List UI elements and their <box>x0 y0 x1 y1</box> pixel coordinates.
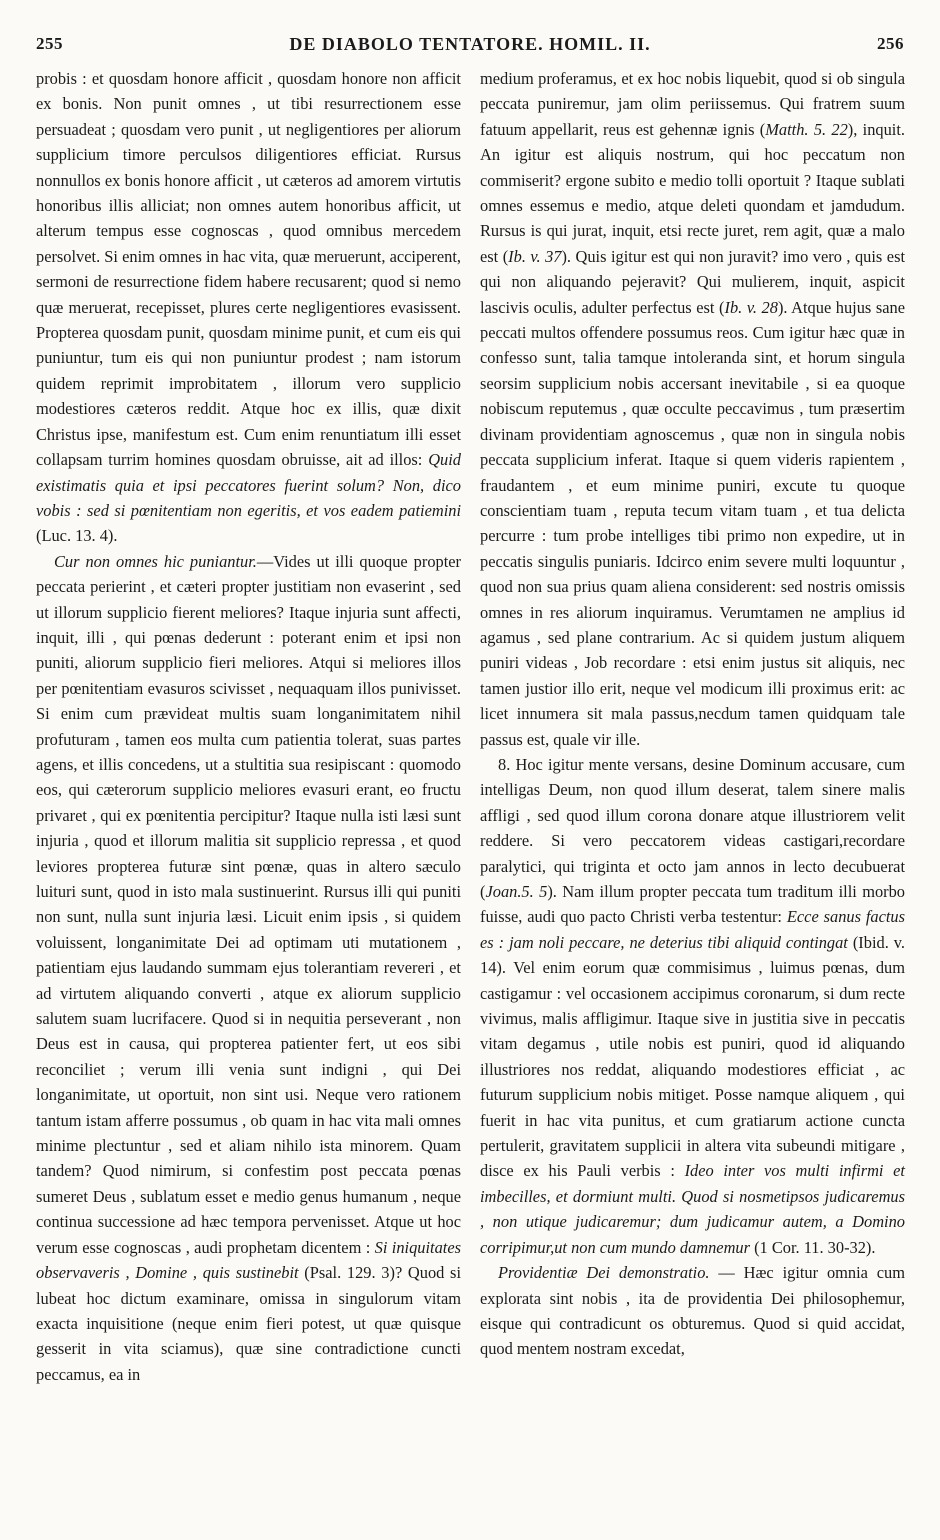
paragraph-text: ? Quod si lubeat hoc dictum examinare, omissa in singulorum vitam exacta inquisitione (neque enim fieri potest, ut quæ quisque gesserit in vita sciamus), quæ sine contradictione cuncti peccamus, ea in <box>36 1263 461 1384</box>
left-column <box>36 66 461 1387</box>
paragraph <box>480 752 905 1260</box>
paragraph <box>36 549 461 1387</box>
section-heading: Providentiæ Dei demonstratio. <box>498 1263 710 1283</box>
paragraph <box>480 66 905 752</box>
running-header <box>36 30 904 58</box>
page-number-right: 256 <box>877 34 904 53</box>
paragraph-text: medium proferamus, et ex hoc nobis liquebit, quod si ob singula peccata puniremur, jam olim periissemus. Qui fratrem suum fatuum appellarit, reus est gehennæ ignis ( <box>480 69 905 139</box>
scripture-reference: Matth. 5. 22 <box>765 119 848 139</box>
paragraph <box>36 66 461 549</box>
scripture-quote: Quid existimatis quia et ipsi peccatores fuerint solum? Non, dico vobis : sed si pœnitentiam non egeritis, et vos eadem patiemini <box>36 450 461 520</box>
scripture-reference: (Ibid. v. 14) <box>480 932 906 978</box>
section-heading: Cur non omnes hic puniantur. <box>54 551 257 571</box>
paragraph-text: 8. Hoc igitur mente versans, desine Dominum accusare, cum intelligas Deum, non quod illum deserat, talem sinere malis affligi , sed quod illum corona donare atque illustriorem velit reddere. Si vero peccatorem videas castigari,recordare paralytici, qui triginta et octo jam annos in lecto decubuerat ( <box>480 754 905 901</box>
scripture-quote: Si iniquitates observaveris , Domine , quis sustinebit <box>36 1237 461 1283</box>
paragraph-text: ). Nam illum propter peccata tum traditum illi morbo fuisse, audi quo pacto Christi verba testentur: <box>480 882 905 927</box>
paragraph-text: ), inquit. An igitur est aliquis nostrum, qui hoc peccatum non commiserit? ergone subito e medio tolli oportuit ? Itaque sublati omnes essemus e medio, atque deleti quondam et jamdudum. Rursus is qui jurat, inquit, etsi recte juret, rem agit, quæ a malo est ( <box>480 119 905 266</box>
paragraph-text: ). Atque hujus sane peccati multos offendere possumus reos. Cum igitur hæc quæ in confesso sunt, talia tamque intoleranda sint, et horum singula seorsim supplicium nobis accersant inevitabile , si ea quoque nobiscum reputemus , quæ occulte peccavimus , tum præsertim divinam providentiam agnoscemus , quæ non in singula nobis peccata supplicium inferat. Itaque si quem videris rapientem , fraudantem , et eum minime puniri, excute tu quoque conscientiam tuam , reputa tecum vitam tuam , et tua delicta percurre : tum probe intelliges tibi primo non expedire, ut in peccatis singulis puniaris. Idcirco enim severe multi loquuntur , quod non sua prius quam aliena considerent: sed nostris omissis omnes in res aliorum inquiramus. Verumtamen ne amplius id agamus , sed plane contrarium. Ac si quidem justum aliquem puniri videas , Job recordare : etsi enim justus sit aliquis, nec tamen justior illo erit, neque vel modicum illi proximus erit: ac licet innumera sit mala passus,necdum tamen quidquam tale passus est, quale vir ille. <box>480 297 905 749</box>
paragraph-text: ). Quis igitur est qui non juravit? imo vero , quis est qui non aliquando pejeravit? Qui mulierem, inquit, aspicit lascivis oculis, adulter perfectus est ( <box>480 246 906 317</box>
paragraph <box>480 1260 905 1362</box>
scripture-reference: Ib. v. 28 <box>724 297 778 317</box>
page-number-left: 255 <box>36 34 63 53</box>
paragraph-text: . Vel enim eorum quæ commisimus , luimus pœnas, dum castigamur : vel occasionem accipimus coronarum, si dum recte vivimus, malis affligimur. Itaque sive in justitia sive in peccatis vitam degamus , utile nobis est puniri, quod id aliquando illustriores nos reddat, aliquando modestiores efficiat , ac futurum supplicium nobis mitiget. Posse namque aliquem , qui fuerit in hac vita punitus, et cum gratiarum actione cuncta pertulerit, gravitatem supplicii in altera vita subeundi mitigare , disce ex his Pauli verbis : <box>480 958 905 1181</box>
scripture-quote: Ecce sanus factus es : jam noli peccare, ne deterius tibi aliquid contingat <box>480 907 906 952</box>
right-column <box>480 66 905 1362</box>
paragraph-text: —Vides ut illi quoque propter peccata perierint , et cæteri propter justitiam non evaserint , sed ut illorum supplicio fierent meliores? Itaque injuria sunt affecti, inquit, illi , qui pœnas dederunt : poterant enim et ipsi non puniti, aliorum supplicio fieri meliores. Atqui si meliores illos per pœnitentiam evasuros scivisset , nequaquam illos punivisset. Si enim cum prævideat multis suam longanimitatem nihil profuturam , tamen eos multa cum patientia tolerat, suas partes agens, et illis concedens, ut a stultitia sua resipiscant : quomodo eos, qui cæterorum supplicio meliores evasuri erant, eo fructu privaret , qui ex pœnitentia percipitur? Itaque nulla isti læsi sunt injuria , quod et illorum malitia sit supplicio repressa , et quod leviores propterea futuræ sint pœnæ, quas in altero sæculo luituri sunt, quod in isto mala sustinuerint. Rursus illi qui puniti non sunt, nulla sunt injuria læsi. Licuit enim ipsis , si quidem voluissent, longanimitate Dei ad optimam uti mutationem , patientiam ejus laudando summam ejus tolerantiam revereri , et ad virtutem aliquando converti , atque ex aliorum supplicio salutem suam lucrifacere. Quod si in nequitia perseverant , non Deus est in causa, qui propterea patienter fert, ut eos sibi reconciliet ; verum illi venia sunt indigni , qui Dei longanimitate, ut oportuit, non sint usi. Neque vero rationem tantum istam afferre possumus , ob quam in hac vita mali omnes minime plectuntur , sed et aliam nihilo ista minorem. Quam tandem? Quod nimirum, si confestim post peccata pœnas sumeret Deus , sublatum esset e medio genus humanum , neque continua successione ad hæc tempora pervenisset. Atque ut hoc verum esse cognoscas , audi prophetam dicentem : <box>36 551 461 1257</box>
scripture-quote: Ideo inter vos multi infirmi et imbecilles, et dormiunt multi. Quod si nosmetipsos judicaremus , non utique judicaremur; dum judicamur autem, a Domino corripimur,ut non cum mundo damnemur <box>480 1161 905 1257</box>
scripture-reference: (Luc. 13. 4). <box>36 526 118 546</box>
running-title: DE DIABOLO TENTATORE. HOMIL. II. <box>289 33 651 54</box>
scripture-reference: (Psal. 129. 3) <box>298 1263 395 1283</box>
scripture-reference: (1 Cor. 11. 30-32). <box>749 1237 876 1257</box>
paragraph-text: probis : et quosdam honore afficit , quosdam honore non afficit ex bonis. Non punit omnes , ut tibi resurrectionem esse persuadeat ; quosdam vero punit , ut negligentiores per aliorum supplicium timore perculsos diligentiores efficiat. Rursus nonnullos ex bonis honore afficit , ut cæteros ad amorem virtutis honoribus illis alliciat; non omnes autem honoribus afficit, ut alterum tempus esse cognoscas , quod omnibus mercedem persolvet. Si enim omnes in hac vita, quæ meruerunt, acciperent, sermoni de resurrectione fidem habere recusarent; quod si nemo quæ meruerat, recepisset, plures certe negligentiores evasissent. Propterea quosdam punit, quosdam minime punit, et cum eis qui puniuntur, tum eis qui non puniuntur prodest ; nam istorum quidem reprimit improbitatem , illorum vero supplicio modestiores cæteros reddit. Atque hoc ex illis, quæ dixit Christus ipse, manifestum est. Cum enim renuntiatum illi esset collapsam turrim homines quosdam obruisse, ait ad illos: <box>36 69 461 470</box>
scripture-reference: Ib. v. 37 <box>508 246 562 266</box>
scripture-reference: Joan.5. 5 <box>485 882 548 901</box>
paragraph-text: — Hæc igitur omnia cum explorata sint nobis , ita de providentia Dei philosophemur, eisque qui contradicunt os obturemus. Quod si quid accidat, quod mentem nostram excedat, <box>480 1263 906 1359</box>
